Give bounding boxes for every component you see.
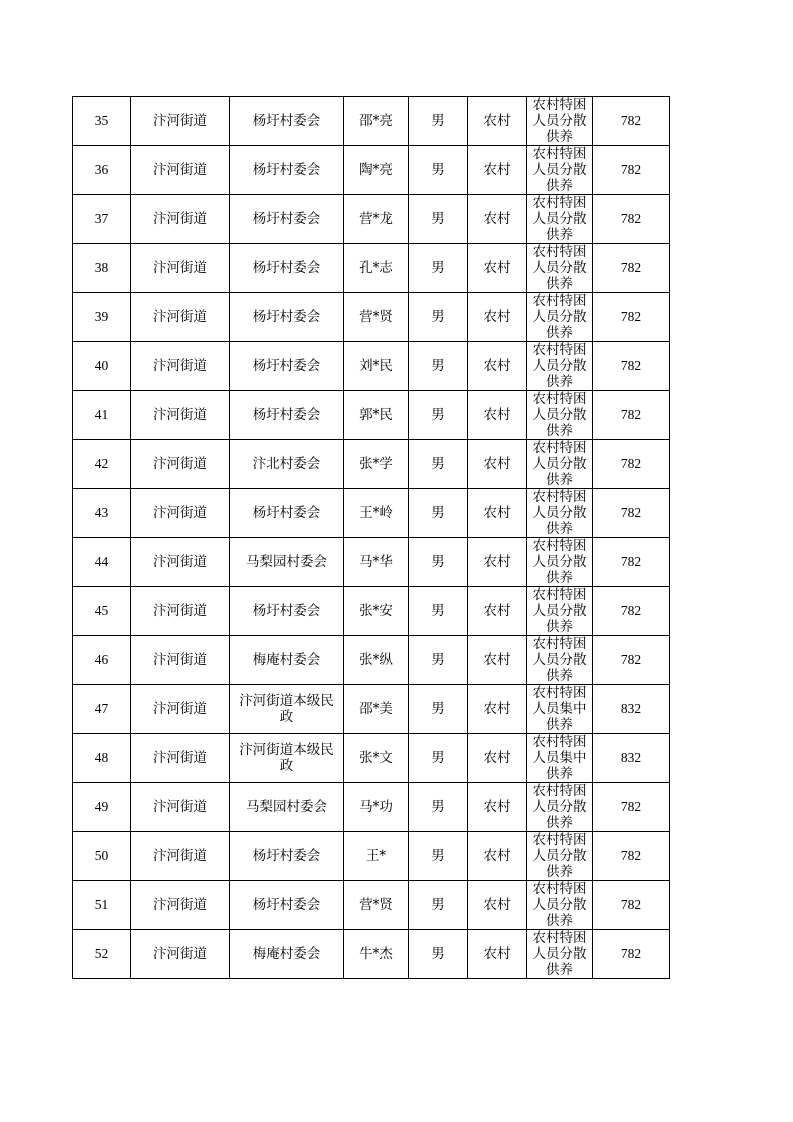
unit-cell-text: 杨圩村委会 <box>252 505 321 521</box>
support-type-cell-box <box>527 391 592 439</box>
area-cell: 农村 <box>468 489 527 538</box>
row-number-cell: 45 <box>73 587 131 636</box>
support-type-cell-text: 农村特困人员集中供养 <box>532 734 587 782</box>
support-type-cell-text: 农村特困人员分散供养 <box>532 391 587 439</box>
support-type-cell-box <box>527 881 592 929</box>
street-cell: 汴河街道 <box>131 587 230 636</box>
area-cell: 农村 <box>468 930 527 979</box>
gender-cell: 男 <box>409 97 468 146</box>
gender-cell: 男 <box>409 881 468 930</box>
table-row <box>73 293 670 342</box>
amount-cell: 782 <box>593 146 670 195</box>
person-name-cell: 张*纵 <box>344 636 409 685</box>
amount-cell: 832 <box>593 685 670 734</box>
amount-cell: 782 <box>593 342 670 391</box>
street-cell: 汴河街道 <box>131 342 230 391</box>
unit-cell-text: 杨圩村委会 <box>252 260 321 276</box>
support-type-cell-box <box>527 783 592 831</box>
amount-cell: 782 <box>593 440 670 489</box>
street-cell: 汴河街道 <box>131 538 230 587</box>
area-cell: 农村 <box>468 685 527 734</box>
person-name-cell: 郭*民 <box>344 391 409 440</box>
gender-cell: 男 <box>409 440 468 489</box>
area-cell: 农村 <box>468 391 527 440</box>
support-type-cell-box <box>527 734 592 782</box>
amount-cell: 782 <box>593 832 670 881</box>
unit-cell-text: 汴河街道本级民政 <box>239 742 334 774</box>
gender-cell: 男 <box>409 538 468 587</box>
person-name-cell: 邵*美 <box>344 685 409 734</box>
support-type-cell-text: 农村特困人员分散供养 <box>532 489 587 537</box>
row-number-cell: 49 <box>73 783 131 832</box>
area-cell: 农村 <box>468 342 527 391</box>
unit-cell-text: 杨圩村委会 <box>252 162 321 178</box>
support-type-cell-box <box>527 685 592 733</box>
unit-cell-text: 杨圩村委会 <box>252 113 321 129</box>
row-number-cell: 47 <box>73 685 131 734</box>
support-type-cell <box>527 342 593 391</box>
gender-cell: 男 <box>409 832 468 881</box>
amount-cell: 782 <box>593 195 670 244</box>
roster-table-body <box>73 97 670 979</box>
row-number-cell: 36 <box>73 146 131 195</box>
support-type-cell-text: 农村特困人员分散供养 <box>532 342 587 390</box>
row-number-cell: 44 <box>73 538 131 587</box>
support-type-cell-text: 农村特困人员分散供养 <box>532 783 587 831</box>
row-number-cell: 40 <box>73 342 131 391</box>
support-type-cell-text: 农村特困人员集中供养 <box>532 685 587 733</box>
support-type-cell <box>527 734 593 783</box>
person-name-cell: 邵*亮 <box>344 97 409 146</box>
amount-cell: 782 <box>593 538 670 587</box>
support-type-cell <box>527 440 593 489</box>
unit-cell-text: 杨圩村委会 <box>252 603 321 619</box>
amount-cell: 782 <box>593 636 670 685</box>
gender-cell: 男 <box>409 734 468 783</box>
support-type-cell <box>527 636 593 685</box>
support-type-cell <box>527 244 593 293</box>
table-row <box>73 783 670 832</box>
table-row <box>73 489 670 538</box>
row-number-cell: 52 <box>73 930 131 979</box>
row-number-cell: 46 <box>73 636 131 685</box>
unit-cell <box>230 783 344 832</box>
person-name-cell: 营*贤 <box>344 293 409 342</box>
row-number-cell: 51 <box>73 881 131 930</box>
support-type-cell-text: 农村特困人员分散供养 <box>532 293 587 341</box>
person-name-cell: 王*岭 <box>344 489 409 538</box>
person-name-cell: 王* <box>344 832 409 881</box>
gender-cell: 男 <box>409 244 468 293</box>
person-name-cell: 张*学 <box>344 440 409 489</box>
street-cell: 汴河街道 <box>131 146 230 195</box>
street-cell: 汴河街道 <box>131 734 230 783</box>
gender-cell: 男 <box>409 587 468 636</box>
person-name-cell: 马*华 <box>344 538 409 587</box>
area-cell: 农村 <box>468 734 527 783</box>
table-row <box>73 97 670 146</box>
row-number-cell: 35 <box>73 97 131 146</box>
support-type-cell-text: 农村特困人员分散供养 <box>532 195 587 243</box>
row-number-cell: 38 <box>73 244 131 293</box>
person-name-cell: 张*安 <box>344 587 409 636</box>
amount-cell: 782 <box>593 97 670 146</box>
unit-cell-text: 汴北村委会 <box>252 456 321 472</box>
street-cell: 汴河街道 <box>131 881 230 930</box>
support-type-cell-box <box>527 293 592 341</box>
gender-cell: 男 <box>409 783 468 832</box>
support-type-cell <box>527 783 593 832</box>
support-type-cell-box <box>527 930 592 978</box>
area-cell: 农村 <box>468 587 527 636</box>
support-type-cell <box>527 881 593 930</box>
unit-cell-text: 杨圩村委会 <box>252 897 321 913</box>
support-type-cell-text: 农村特困人员分散供养 <box>532 538 587 586</box>
street-cell: 汴河街道 <box>131 783 230 832</box>
gender-cell: 男 <box>409 489 468 538</box>
street-cell: 汴河街道 <box>131 97 230 146</box>
amount-cell: 832 <box>593 734 670 783</box>
unit-cell <box>230 391 344 440</box>
street-cell: 汴河街道 <box>131 195 230 244</box>
area-cell: 农村 <box>468 783 527 832</box>
table-row <box>73 440 670 489</box>
row-number-cell: 39 <box>73 293 131 342</box>
support-type-cell <box>527 587 593 636</box>
support-type-cell-box <box>527 636 592 684</box>
unit-cell <box>230 489 344 538</box>
unit-cell <box>230 195 344 244</box>
support-type-cell <box>527 391 593 440</box>
unit-cell <box>230 734 344 783</box>
support-type-cell <box>527 489 593 538</box>
area-cell: 农村 <box>468 146 527 195</box>
support-type-cell <box>527 97 593 146</box>
unit-cell <box>230 881 344 930</box>
support-type-cell-box <box>527 832 592 880</box>
person-name-cell: 孔*志 <box>344 244 409 293</box>
gender-cell: 男 <box>409 930 468 979</box>
support-type-cell-text: 农村特困人员分散供养 <box>532 881 587 929</box>
gender-cell: 男 <box>409 195 468 244</box>
amount-cell: 782 <box>593 489 670 538</box>
gender-cell: 男 <box>409 293 468 342</box>
street-cell: 汴河街道 <box>131 440 230 489</box>
support-type-cell-box <box>527 440 592 488</box>
unit-cell-text: 杨圩村委会 <box>252 309 321 325</box>
amount-cell: 782 <box>593 587 670 636</box>
support-type-cell-box <box>527 244 592 292</box>
unit-cell-text: 梅庵村委会 <box>252 652 321 668</box>
area-cell: 农村 <box>468 244 527 293</box>
row-number-cell: 37 <box>73 195 131 244</box>
support-type-cell <box>527 195 593 244</box>
support-type-cell-box <box>527 587 592 635</box>
support-type-cell-text: 农村特困人员分散供养 <box>532 97 587 145</box>
street-cell: 汴河街道 <box>131 685 230 734</box>
table-row <box>73 881 670 930</box>
support-type-cell-box <box>527 97 592 145</box>
person-name-cell: 牛*杰 <box>344 930 409 979</box>
amount-cell: 782 <box>593 930 670 979</box>
amount-cell: 782 <box>593 244 670 293</box>
support-type-cell-box <box>527 489 592 537</box>
table-row <box>73 391 670 440</box>
support-type-cell <box>527 146 593 195</box>
support-type-cell <box>527 685 593 734</box>
table-row <box>73 342 670 391</box>
unit-cell <box>230 587 344 636</box>
table-row <box>73 538 670 587</box>
support-type-cell <box>527 930 593 979</box>
support-type-cell-box <box>527 342 592 390</box>
unit-cell <box>230 832 344 881</box>
table-row <box>73 930 670 979</box>
unit-cell <box>230 930 344 979</box>
area-cell: 农村 <box>468 832 527 881</box>
row-number-cell: 43 <box>73 489 131 538</box>
support-type-cell-box <box>527 195 592 243</box>
person-name-cell: 张*文 <box>344 734 409 783</box>
table-row <box>73 832 670 881</box>
unit-cell-text: 杨圩村委会 <box>252 358 321 374</box>
unit-cell-text: 马梨园村委会 <box>246 799 327 815</box>
gender-cell: 男 <box>409 342 468 391</box>
row-number-cell: 42 <box>73 440 131 489</box>
support-type-cell-box <box>527 538 592 586</box>
area-cell: 农村 <box>468 195 527 244</box>
unit-cell-text: 汴河街道本级民政 <box>239 693 334 725</box>
support-type-cell-box <box>527 146 592 194</box>
street-cell: 汴河街道 <box>131 930 230 979</box>
support-type-cell <box>527 538 593 587</box>
unit-cell <box>230 538 344 587</box>
roster-table <box>72 96 670 979</box>
person-name-cell: 营*贤 <box>344 881 409 930</box>
support-type-cell <box>527 832 593 881</box>
table-row <box>73 734 670 783</box>
table-row <box>73 685 670 734</box>
street-cell: 汴河街道 <box>131 636 230 685</box>
street-cell: 汴河街道 <box>131 293 230 342</box>
unit-cell <box>230 685 344 734</box>
support-type-cell-text: 农村特困人员分散供养 <box>532 930 587 978</box>
street-cell: 汴河街道 <box>131 391 230 440</box>
row-number-cell: 50 <box>73 832 131 881</box>
unit-cell <box>230 342 344 391</box>
unit-cell <box>230 244 344 293</box>
support-type-cell-text: 农村特困人员分散供养 <box>532 587 587 635</box>
support-type-cell-text: 农村特困人员分散供养 <box>532 636 587 684</box>
table-row <box>73 636 670 685</box>
area-cell: 农村 <box>468 636 527 685</box>
unit-cell <box>230 146 344 195</box>
area-cell: 农村 <box>468 293 527 342</box>
amount-cell: 782 <box>593 391 670 440</box>
area-cell: 农村 <box>468 881 527 930</box>
person-name-cell: 营*龙 <box>344 195 409 244</box>
support-type-cell-text: 农村特困人员分散供养 <box>532 832 587 880</box>
gender-cell: 男 <box>409 391 468 440</box>
row-number-cell: 41 <box>73 391 131 440</box>
unit-cell-text: 梅庵村委会 <box>252 946 321 962</box>
support-type-cell <box>527 293 593 342</box>
unit-cell <box>230 293 344 342</box>
street-cell: 汴河街道 <box>131 832 230 881</box>
amount-cell: 782 <box>593 881 670 930</box>
unit-cell-text: 杨圩村委会 <box>252 848 321 864</box>
street-cell: 汴河街道 <box>131 244 230 293</box>
street-cell: 汴河街道 <box>131 489 230 538</box>
unit-cell-text: 杨圩村委会 <box>252 211 321 227</box>
area-cell: 农村 <box>468 538 527 587</box>
amount-cell: 782 <box>593 293 670 342</box>
row-number-cell: 48 <box>73 734 131 783</box>
support-type-cell-text: 农村特困人员分散供养 <box>532 440 587 488</box>
table-row <box>73 587 670 636</box>
area-cell: 农村 <box>468 440 527 489</box>
unit-cell <box>230 97 344 146</box>
person-name-cell: 马*功 <box>344 783 409 832</box>
person-name-cell: 刘*民 <box>344 342 409 391</box>
gender-cell: 男 <box>409 146 468 195</box>
table-row <box>73 146 670 195</box>
amount-cell: 782 <box>593 783 670 832</box>
person-name-cell: 陶*亮 <box>344 146 409 195</box>
support-type-cell-text: 农村特困人员分散供养 <box>532 244 587 292</box>
unit-cell-text: 马梨园村委会 <box>246 554 327 570</box>
table-row <box>73 195 670 244</box>
support-type-cell-text: 农村特困人员分散供养 <box>532 146 587 194</box>
gender-cell: 男 <box>409 636 468 685</box>
gender-cell: 男 <box>409 685 468 734</box>
unit-cell-text: 杨圩村委会 <box>252 407 321 423</box>
area-cell: 农村 <box>468 97 527 146</box>
unit-cell <box>230 636 344 685</box>
unit-cell <box>230 440 344 489</box>
table-row <box>73 244 670 293</box>
